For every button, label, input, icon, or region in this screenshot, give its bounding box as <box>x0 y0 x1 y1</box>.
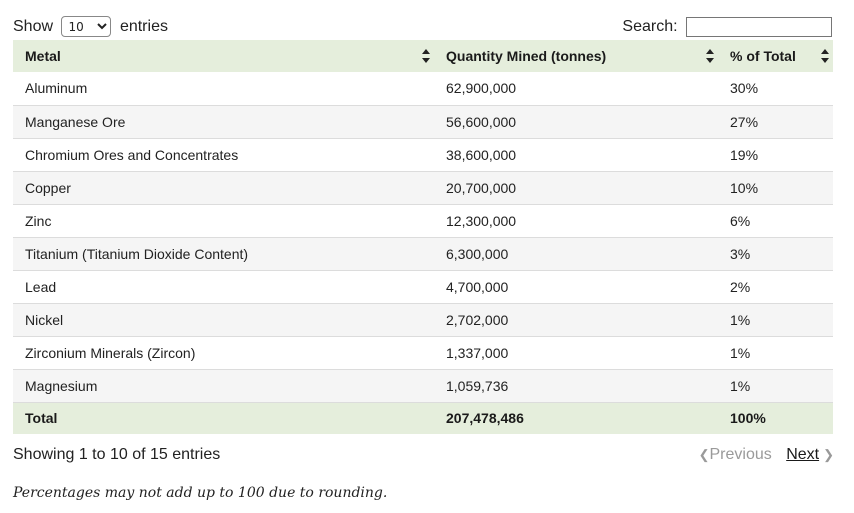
next-button[interactable] <box>786 446 819 463</box>
entries-per-page-select[interactable] <box>61 16 111 37</box>
cell-metal: Copper <box>25 179 71 196</box>
cell-quantity: 20,700,000 <box>446 179 517 196</box>
cell-quantity: 12,300,000 <box>446 212 517 229</box>
table-row <box>13 171 833 204</box>
cell-percent: 10% <box>730 179 759 196</box>
table-body <box>13 72 833 402</box>
cell-quantity: 62,900,000 <box>446 80 517 97</box>
table-footer <box>13 402 833 434</box>
column-header-metal[interactable] <box>13 40 434 72</box>
column-header-label: % of Total <box>730 48 796 64</box>
table-row <box>13 237 833 270</box>
header-row <box>13 40 833 72</box>
table-header <box>13 40 833 72</box>
cell-metal: Zirconium Minerals (Zircon) <box>25 344 196 361</box>
column-header-label: Metal <box>25 48 61 64</box>
cell-quantity: 1,337,000 <box>446 344 509 361</box>
total-percent: 100% <box>730 410 766 427</box>
table-row <box>13 369 833 402</box>
cell-metal: Manganese Ore <box>25 113 126 130</box>
column-header-label: Quantity Mined (tonnes) <box>446 48 607 64</box>
cell-metal: Titanium (Titanium Dioxide Content) <box>25 245 249 262</box>
column-header-percent[interactable] <box>718 40 833 72</box>
entries-length-control <box>13 14 168 40</box>
cell-metal: Chromium Ores and Concentrates <box>25 146 239 163</box>
cell-metal: Zinc <box>25 212 52 229</box>
cell-metal: Nickel <box>25 311 64 328</box>
metals-table <box>13 40 833 434</box>
cell-percent: 3% <box>730 245 751 262</box>
cell-quantity: 4,700,000 <box>446 278 509 295</box>
sort-icon <box>821 49 829 63</box>
chevron-left-icon: ❮ <box>698 447 710 462</box>
cell-quantity: 6,300,000 <box>446 245 509 262</box>
table-controls <box>13 14 832 40</box>
search-input[interactable] <box>686 17 832 37</box>
previous-button[interactable] <box>699 446 772 463</box>
entries-label: entries <box>119 18 168 35</box>
previous-label: Previous <box>709 446 772 463</box>
cell-percent: 1% <box>730 311 751 328</box>
cell-percent: 2% <box>730 278 751 295</box>
total-quantity: 207,478,486 <box>446 410 524 427</box>
sort-icon <box>706 49 714 63</box>
cell-percent: 30% <box>730 80 759 97</box>
table-row <box>13 270 833 303</box>
total-row <box>13 402 833 434</box>
next-label: Next <box>786 446 820 463</box>
table-row <box>13 336 833 369</box>
cell-metal: Aluminum <box>25 80 88 97</box>
sort-icon <box>422 49 430 63</box>
show-label: Show <box>13 18 54 35</box>
cell-metal: Magnesium <box>25 377 98 394</box>
cell-percent: 6% <box>730 212 751 229</box>
cell-percent: 1% <box>730 344 751 361</box>
cell-quantity: 1,059,736 <box>446 377 509 394</box>
cell-quantity: 56,600,000 <box>446 113 517 130</box>
table-row <box>13 138 833 171</box>
cell-percent: 1% <box>730 377 751 394</box>
chevron-right-icon: ❯ <box>823 447 834 462</box>
table-row <box>13 105 833 138</box>
cell-quantity: 2,702,000 <box>446 311 509 328</box>
cell-percent: 19% <box>730 146 759 163</box>
table-info: Showing 1 to 10 of 15 entries <box>13 446 221 463</box>
table-row <box>13 303 833 336</box>
pagination <box>699 445 834 465</box>
search-control <box>622 14 832 40</box>
total-label: Total <box>25 410 58 427</box>
cell-metal: Lead <box>25 278 57 295</box>
table-row <box>13 204 833 237</box>
search-label: Search: <box>622 18 678 35</box>
column-header-quantity[interactable] <box>434 40 718 72</box>
cell-quantity: 38,600,000 <box>446 146 517 163</box>
cell-percent: 27% <box>730 113 759 130</box>
rounding-note: Percentages may not add up to 100 due to rounding. <box>13 485 388 501</box>
table-row <box>13 72 833 105</box>
